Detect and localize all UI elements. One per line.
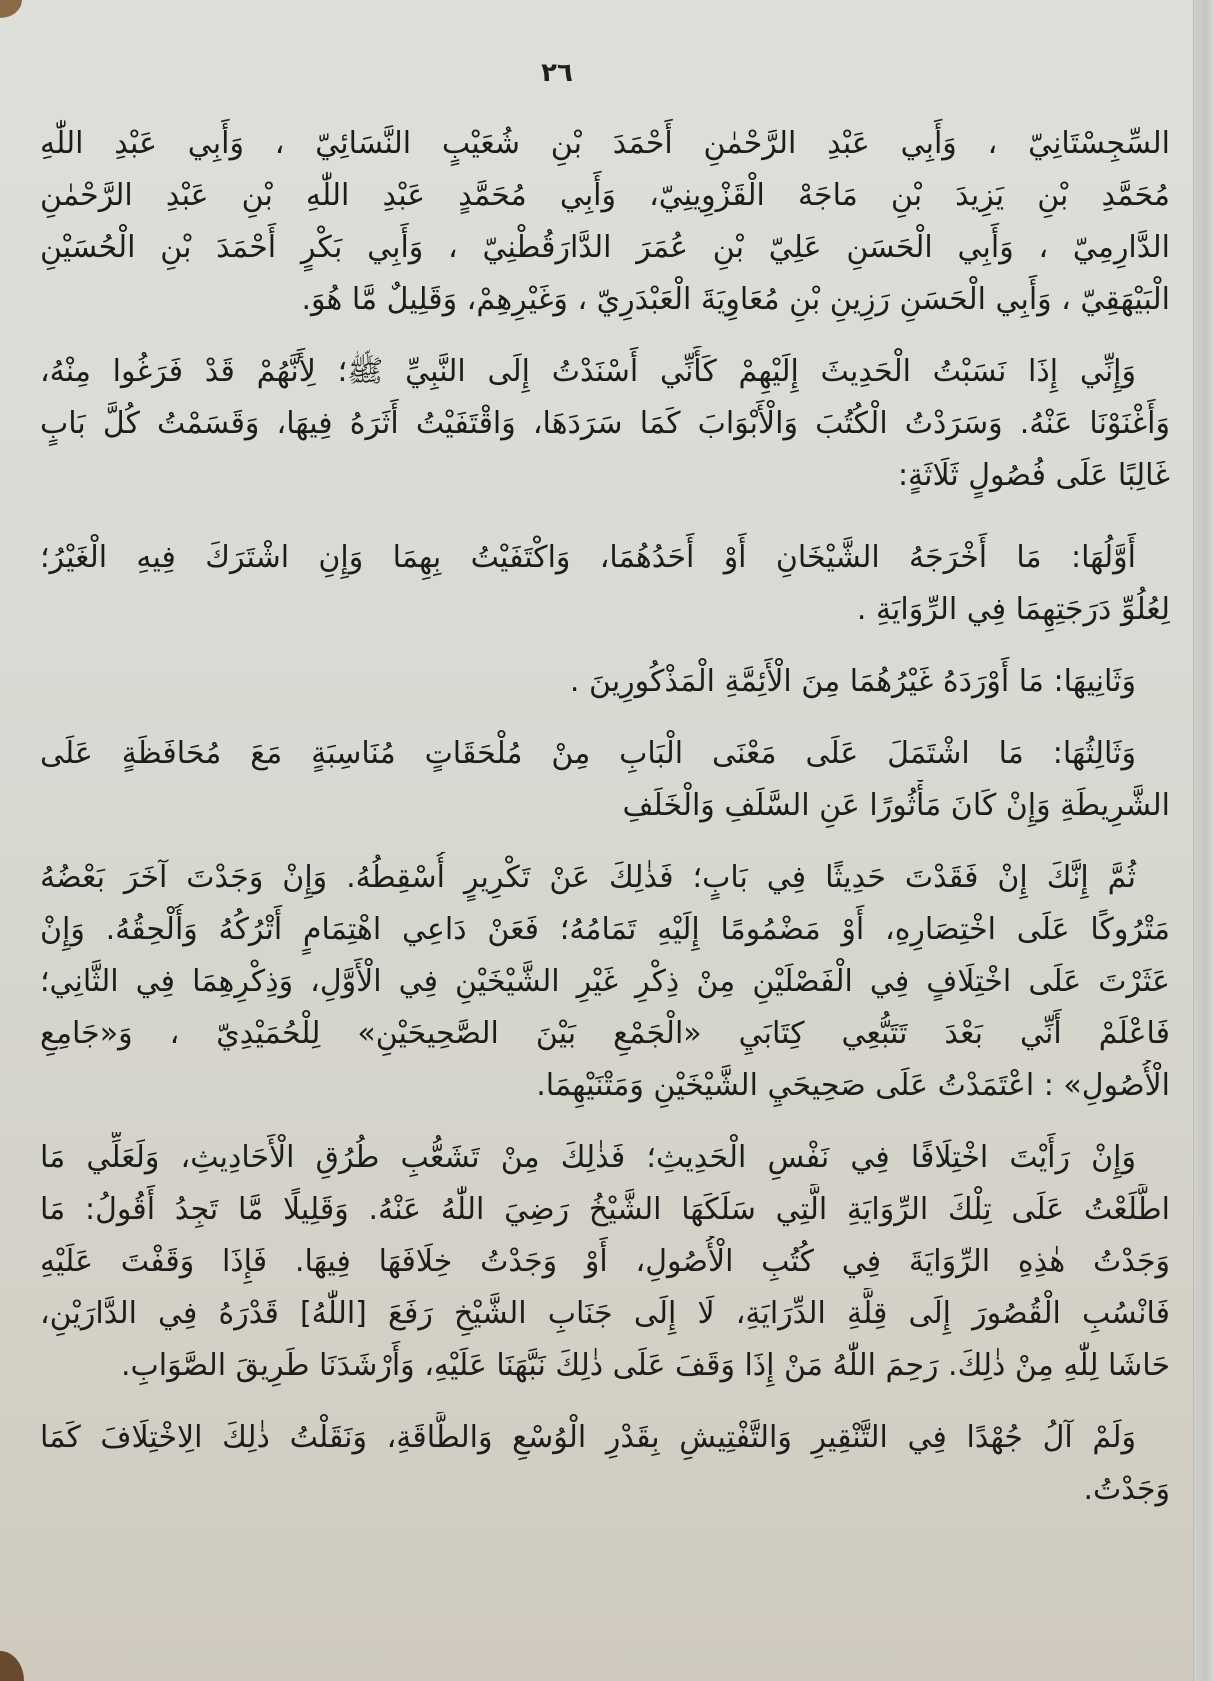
text-line: فَاعْلَمْ أَنِّي بَعْدَ تَتَبُّعِي كِتَابَيِ «الْجَمْعِ بَيْنَ الصَّحِيحَيْنِ» لِلْحُمَيْدِيّ ، وَ«جَامِعِ [40,1016,1170,1051]
page-corner-shadow [0,1651,24,1681]
text-line: وَأَغْنَوْنَا عَنْهُ. وَسَرَدْتُ الْكُتُبَ وَالْأَبْوَابَ كَمَا سَرَدَهَا، وَاقْتَفَيْتُ أَثَرَهُ فِيهَا، وَقَسَمْتُ كُلَّ بَابٍ [40,406,1170,441]
text-line: غَالِبًا عَلَى فُصُولٍ ثَلَاثَةٍ: [897,458,1170,493]
text-line: وَإِنِّي إِذَا نَسَبْتُ الْحَدِيثَ إِلَيْهِمْ كَأَنِّي أَسْنَدْتُ إِلَى النَّبِيِّ ﷺ؛ لِأَنَّهُمْ قَدْ فَرَغُوا مِنْهُ، [40,354,1136,389]
text-line: الدَّارِمِيّ ، وَأَبِي الْحَسَنِ عَلِيّ بْنِ عُمَرَ الدَّارَقُطْنِيّ ، وَأَبِي بَكْرٍ أَحْمَدَ بْنِ الْحُسَيْنِ [40,230,1170,265]
text-line: ثُمَّ إِنَّكَ إِنْ فَقَدْتَ حَدِيثًا فِي بَابٍ؛ فَذٰلِكَ عَنْ تَكْرِيرٍ أُسْقِطُهُ. وَإِنْ وَجَدْتَ آخَرَ بَعْضُهُ [40,860,1136,895]
text-line: وَإِنْ رَأَيْتَ اخْتِلَافًا فِي نَفْسِ الْحَدِيثِ؛ فَذٰلِكَ مِنْ تَشَعُّبِ طُرُقِ الْأَحَادِيثِ، وَلَعَلِّي مَا [40,1140,1136,1175]
text-line: وَثَالِثُهَا: مَا اشْتَمَلَ عَلَى مَعْنَى الْبَابِ مِنْ مُلْحَقَاتٍ مُنَاسِبَةٍ مَعَ مُحَافَظَةٍ عَلَى [40,736,1136,771]
paragraph-closing [40,1412,1170,1516]
paragraph-first-section [40,532,1170,636]
paragraph-omissions [40,852,1170,1112]
paragraph-narrators-list [40,118,1170,326]
page-edge [1193,0,1214,1681]
paragraph-second-section [40,656,1170,708]
text-line: وَثَانِيهَا: مَا أَوْرَدَهُ غَيْرُهُمَا مِنَ الْأَئِمَّةِ الْمَذْكُورِينَ . [569,664,1136,699]
text-line: وَلَمْ آلُ جُهْدًا فِي التَّنْقِيرِ وَالتَّفْتِيشِ بِقَدْرِ الْوُسْعِ وَالطَّاقَةِ، وَنَقَلْتُ ذٰلِكَ الِاخْتِلَافَ كَمَا [40,1420,1136,1455]
text-line: وَجَدْتُ. [1083,1472,1170,1507]
text-line: الشَّرِيطَةِ وَإِنْ كَانَ مَأْثُورًا عَنِ السَّلَفِ وَالْخَلَفِ [622,788,1170,823]
text-line: أَوَّلُهَا: مَا أَخْرَجَهُ الشَّيْخَانِ أَوْ أَحَدُهُمَا، وَاكْتَفَيْتُ بِهِمَا وَإِنِ اشْتَرَكَ فِيهِ الْغَيْرُ؛ [40,540,1136,575]
text-line: وَجَدْتُ هٰذِهِ الرِّوَايَةَ فِي كُتُبِ الْأُصُولِ، أَوْ وَجَدْتُ خِلَافَهَا فِيهَا. فَإِذَا وَقَفْتَ عَلَيْهِ [40,1244,1170,1279]
page-number: ٢٦ [541,58,573,88]
text-line: فَانْسُبِ الْقُصُورَ إِلَى قِلَّةِ الدِّرَايَةِ، لَا إِلَى جَنَابِ الشَّيْخِ رَفَعَ [اللّٰهُ] قَدْرَهُ فِي الدَّارَيْنِ، [40,1296,1170,1331]
text-line: مَتْرُوكًا عَلَى اخْتِصَارِهِ، أَوْ مَضْمُومًا إِلَيْهِ تَمَامُهُ؛ فَعَنْ دَاعِي اهْتِمَامٍ أَتْرُكُهُ وَأُلْحِقُهُ. وَإِنْ [40,912,1170,947]
text-line: الْبَيْهَقِيّ ، وَأَبِي الْحَسَنِ رَزِينِ بْنِ مُعَاوِيَةَ الْعَبْدَرِيّ ، وَغَيْرِهِمْ، وَقَلِيلٌ مَّا هُوَ. [301,282,1170,317]
text-line: الْأُصُولِ» : اعْتَمَدْتُ عَلَى صَحِيحَيِ الشَّيْخَيْنِ وَمَتْنَيْهِمَا. [536,1068,1170,1103]
text-line: السِّجِسْتَانِيّ ، وَأَبِي عَبْدِ الرَّحْمٰنِ أَحْمَدَ بْنِ شُعَيْبٍ النَّسَائِيّ ، وَأَبِي عَبْدِ اللّٰهِ [40,126,1170,161]
page-corner-shadow [0,0,22,18]
page-body [40,118,1170,1536]
text-line: اطَّلَعْتُ عَلَى تِلْكَ الرِّوَايَةِ الَّتِي سَلَكَهَا الشَّيْخُ رَضِيَ اللّٰهُ عَنْهُ. وَقَلِيلًا مَّا تَجِدُ أَقُولُ: مَا [40,1192,1170,1227]
text-line: مُحَمَّدِ بْنِ يَزِيدَ بْنِ مَاجَهْ الْقَزْوِينِيّ، وَأَبِي مُحَمَّدٍ عَبْدِ اللّٰهِ بْنِ عَبْدِ الرَّحْمٰنِ [40,178,1170,213]
paragraph-method [40,346,1170,502]
paragraph-third-section [40,728,1170,832]
text-line: عَثَرْتَ عَلَى اخْتِلَافٍ فِي الْفَصْلَيْنِ مِنْ ذِكْرِ غَيْرِ الشَّيْخَيْنِ فِي الْأَوَّلِ، وَذِكْرِهِمَا فِي الثَّانِي؛ [40,964,1170,999]
text-line: حَاشَا لِلّٰهِ مِنْ ذٰلِكَ. رَحِمَ اللّٰهُ مَنْ إِذَا وَقَفَ عَلَى ذٰلِكَ نَبَّهَنَا عَلَيْهِ، وَأَرْشَدَنَا طَرِيقَ الصَّوَابِ. [121,1348,1170,1383]
paragraph-variations [40,1132,1170,1392]
text-line: لِعُلُوِّ دَرَجَتِهِمَا فِي الرِّوَايَةِ . [856,592,1170,627]
